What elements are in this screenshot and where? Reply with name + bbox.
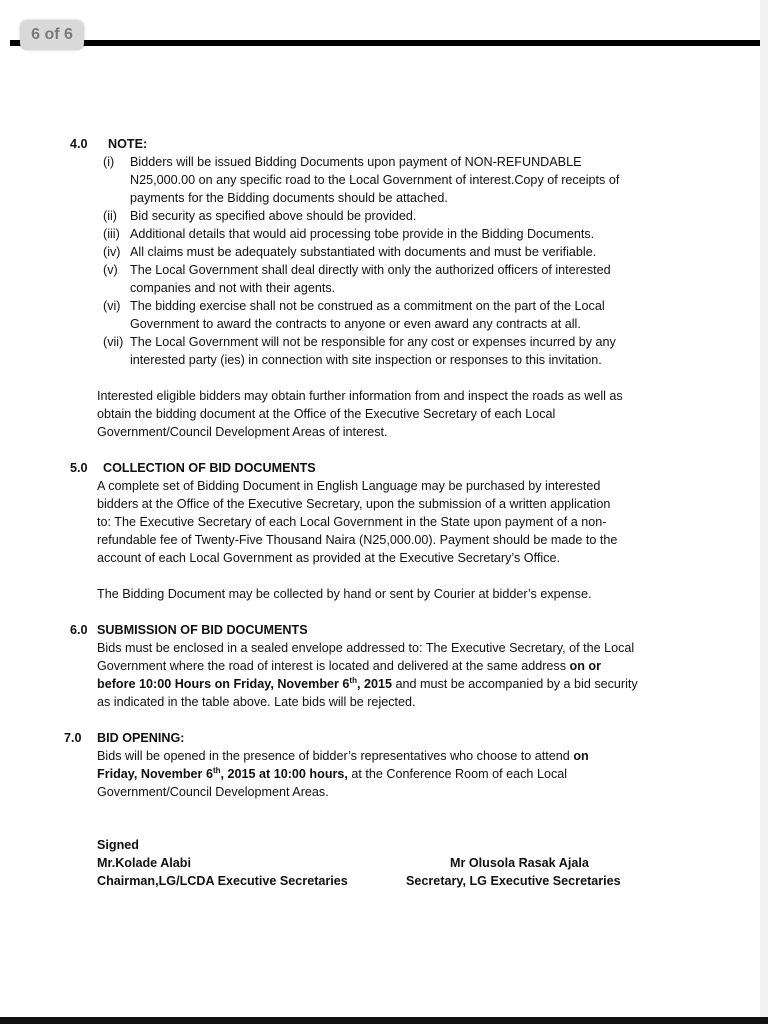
section-7-line-1	[97, 749, 589, 763]
page-indicator-badge: 6 of 6	[20, 20, 84, 50]
note-item-line: Bid security as specified above should be provided.	[130, 209, 417, 223]
note-item-line: payments for the Bidding documents should be attached.	[130, 191, 448, 205]
section-6-line-1: Bids must be enclosed in a sealed envelope addressed to: The Executive Secretary, of the Local	[97, 641, 635, 655]
section-5-paragraph-line: refundable fee of Twenty-Five Thousand Naira (N25,000.00). Payment should be made to the	[97, 533, 618, 547]
section-5-paragraph-line: bidders at the Office of the Executive Secretary, upon the submission of a written application	[97, 497, 611, 511]
section-4-paragraph-line: Government/Council Development Areas of interest.	[97, 425, 388, 439]
section-7-opening-date: Friday, November 6	[97, 767, 213, 781]
signed-label: Signed	[97, 838, 139, 852]
section-6-number: 6.0	[70, 623, 88, 637]
section-6-line-3-text: and must be accompanied by a bid security	[392, 677, 638, 691]
section-7-number: 7.0	[64, 731, 82, 745]
right-signatory-name: Mr Olusola Rasak Ajala	[450, 856, 589, 870]
note-item-line: The bidding exercise shall not be construed as a commitment on the part of the Local	[130, 299, 605, 313]
left-signatory-name: Mr.Kolade Alabi	[97, 856, 192, 870]
section-6-deadline-year: , 2015	[356, 677, 392, 691]
section-4-paragraph-line: Interested eligible bidders may obtain further information from and inspect the roads as well as	[97, 389, 623, 403]
section-6-deadline-date: before 10:00 Hours on Friday, November 6	[97, 677, 350, 691]
section-4-number: 4.0	[70, 137, 88, 151]
note-item-roman: (i)	[103, 155, 115, 169]
section-5-paragraph-line: account of each Local Government as provided at the Executive Secretary’s Office.	[97, 551, 560, 565]
note-item-line: Bidders will be issued Bidding Documents upon payment of NON-REFUNDABLE	[130, 155, 582, 169]
note-item-roman: (vi)	[103, 299, 121, 313]
note-item-roman: (vii)	[103, 335, 124, 349]
section-6-line-3	[97, 677, 638, 691]
section-5-paragraph-line: A complete set of Bidding Document in English Language may be purchased by interested	[97, 479, 601, 493]
note-item-roman: (iii)	[103, 227, 120, 241]
note-item-roman: (ii)	[103, 209, 117, 223]
section-5-title: COLLECTION OF BID DOCUMENTS	[103, 461, 316, 475]
section-6-line-2	[97, 659, 601, 673]
note-item-roman: (v)	[103, 263, 118, 277]
note-item-roman: (iv)	[103, 245, 121, 259]
note-item-line: Government to award the contracts to anyone or even award any contracts at all.	[130, 317, 581, 331]
note-item-line: Additional details that would aid processing tobe provide in the Bidding Documents.	[130, 227, 595, 241]
section-7-title: BID OPENING:	[97, 731, 185, 745]
section-6-line-2-text: Government where the road of interest is located and delivered at the same address	[97, 659, 570, 673]
section-5-paragraph-2: The Bidding Document may be collected by hand or sent by Courier at bidder’s expense.	[97, 587, 592, 601]
section-7-line-2	[97, 767, 567, 781]
section-7-opening-time: , 2015 at 10:00 hours,	[220, 767, 348, 781]
section-5-number: 5.0	[70, 461, 88, 475]
note-item-line: All claims must be adequately substantiated with documents and must be verifiable.	[130, 245, 597, 259]
section-6-line-2-emphasis: on or	[569, 659, 602, 673]
note-item-line: N25,000.00 on any specific road to the Local Government of interest.Copy of receipts of	[130, 173, 620, 187]
section-6-date-suffix: th	[349, 675, 357, 685]
note-item-line: interested party (ies) in connection with site inspection or responses to this invitation.	[130, 353, 602, 367]
section-4-title: NOTE:	[108, 137, 148, 151]
right-signatory-title: Secretary, LG Executive Secretaries	[406, 874, 621, 888]
section-7-line-1-text: Bids will be opened in the presence of bidder’s representatives who choose to attend	[97, 749, 574, 763]
section-7-line-2-text: at the Conference Room of each Local	[347, 767, 568, 781]
section-6-title: SUBMISSION OF BID DOCUMENTS	[97, 623, 308, 637]
note-item-line: The Local Government shall deal directly with only the authorized officers of interested	[130, 263, 611, 277]
left-signatory-title: Chairman,LG/LCDA Executive Secretaries	[97, 874, 348, 888]
section-7-date-suffix: th	[212, 765, 221, 775]
section-6-line-4: as indicated in the table above. Late bids will be rejected.	[97, 695, 416, 709]
section-4-paragraph-line: obtain the bidding document at the Office of the Executive Secretary of each Local	[97, 407, 556, 421]
section-7-line-3: Government/Council Development Areas.	[97, 785, 329, 799]
note-item-line: The Local Government will not be responsible for any cost or expenses incurred by any	[130, 335, 616, 349]
note-item-line: companies and not with their agents.	[130, 281, 336, 295]
section-5-paragraph-line: to: The Executive Secretary of each Local Government in the State upon payment of a non-	[97, 515, 607, 529]
section-7-line-1-emphasis: on	[573, 749, 589, 763]
